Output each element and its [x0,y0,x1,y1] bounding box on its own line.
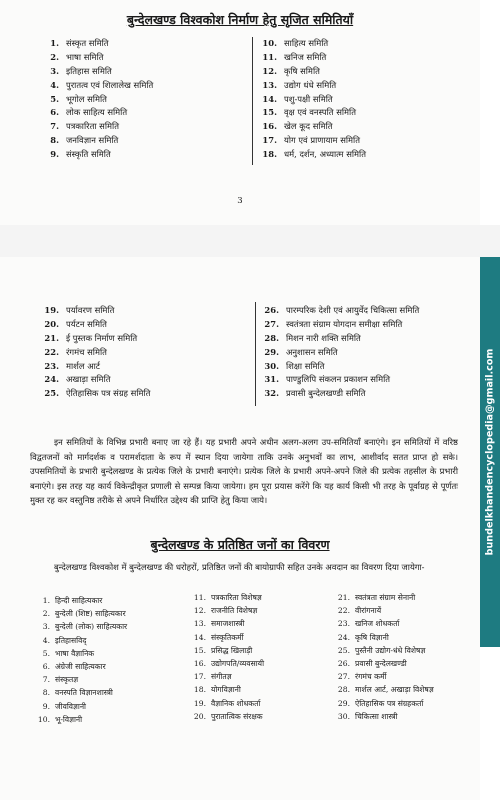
list-item [262,318,419,332]
item-number: 3. [50,65,59,76]
item-number: 10. [37,714,50,724]
list-item [42,106,153,120]
item-number: 20. [193,711,206,721]
item-number: 14. [193,632,206,642]
list-item [36,634,127,647]
item-text: समाजशास्त्री [211,619,245,629]
list-item [42,318,150,332]
item-number: 6. [50,107,59,118]
column-divider [252,37,253,165]
list-item [260,65,366,79]
item-text: पारम्परिक देशी एवं आयुर्वेद चिकित्सा समिति [286,305,420,315]
item-number: 23. [337,619,350,629]
item-number: 15. [193,645,206,655]
item-number: 23. [44,360,59,371]
item-text: प्रसिद्ध खिलाड़ी [211,645,253,655]
item-number: 6. [42,661,50,671]
item-text: चिकित्सा शास्त्री [355,711,398,721]
item-number: 17. [193,672,206,682]
list-item [42,360,150,374]
list-item [192,631,264,644]
list-item [260,51,366,65]
item-text: साहित्य समिति [284,38,329,48]
item-text: स्वतंत्रता संग्राम योगदान समीक्षा समिति [286,318,403,329]
item-text: पर्यटन समिति [66,318,107,329]
item-text: पशु-पक्षी समिति [284,93,333,104]
item-text: बुन्देली (शिष्ट) साहित्यकार [55,609,126,619]
item-text: मार्शल आर्ट [66,360,100,371]
item-number: 16. [193,658,206,668]
item-number: 2. [50,51,59,62]
item-number: 15. [262,107,277,118]
contact-email: bundelkhandencyclopedia@gmail.com [484,348,496,556]
item-number: 17. [262,135,277,146]
item-text: संस्कृति समिति [66,149,111,160]
list-item [36,607,127,620]
list-item [42,79,153,93]
item-number: 5. [42,648,50,658]
item-text: भूगोल समिति [66,93,107,104]
item-number: 9. [42,701,50,711]
item-text: पत्रकारिता विशेषज्ञ [211,593,262,602]
item-number: 18. [193,685,206,695]
column-divider [255,302,256,406]
list-item [262,360,419,374]
intro-paragraph: बुन्देलखण्ड विश्वकोश में बुन्देलखण्ड की धरोहरों, प्रतिष्ठित जनों की बायोग्राफी सहित उनके अवदान का विवरण दिया जायेगा- [54,562,425,572]
list-item [260,120,366,134]
item-text: पुस्तैनी उद्योग-धंधे विशेषज्ञ [355,645,426,655]
item-text: वैज्ञानिक शोधकर्ता [211,698,261,708]
description-paragraph: इन समितियों के विभिन्न प्रभारी बनाए जा रहे हैं। यह प्रभारी अपने अधीन अलग-अलग उप-समितियाँ बनाएंगे। इन समितियों में वरिष्ठ विद्वतजनों को मार्गदर्शक व परामर्शदाता के रूप में स्थान दिया जायेगा ताकि उनके अनुभवों का लाभ, आशीर्वाद सतत प्राप्त हो सके। उपसमितियों के प्रभारी बुन्देलखण्ड के प्रत्येक जिले के प्रभारी बनाएंगे। प्रत्येक जिले के प्रभारी अपने-अपने जिले की प्रत्येक तहसील के प्रभारी बनाएंगे। इस तरह यह कार्य विकेन्द्रीकृत प्रणाली से सम्पन्न किया जायेगा। हम पूरा प्रयास करेंगे कि यह कार्य किसी भी तरह के पूर्वाग्रह से पूर्णतः मुक्त रह कर वस्तुनिष्ठ तरीके से अपने निर्धारित उद्देश्य की प्राप्ति हेतु किया जाये। [30,437,458,505]
list-item [42,373,150,387]
item-text: इतिहास समिति [66,65,112,76]
item-number: 21. [337,593,350,602]
item-number: 26. [264,305,279,315]
item-text: उद्योग धंधे समिति [284,79,337,90]
item-text: इतिहासविद् [55,635,87,645]
list-item [192,697,264,710]
item-text: पर्यावरण समिति [66,305,115,315]
list-item [36,673,127,686]
item-text: कृषि समिति [284,65,320,76]
list-item [336,670,434,683]
item-text: पुरातात्विक संरक्षक [211,711,263,721]
list-item [262,346,419,360]
list-item [36,594,127,607]
item-number: 4. [42,635,50,645]
document-page-1 [0,0,480,225]
item-number: 22. [44,346,59,357]
item-text: पुरातत्व एवं शिलालेख समिति [66,79,154,90]
item-text: बुन्देली (लोक) साहित्यकार [55,622,128,632]
item-number: 30. [264,360,279,371]
item-number: 3. [42,622,50,632]
item-text: खनिज समिति [284,51,327,62]
item-text: लोक साहित्य समिति [66,107,128,118]
committee-list-right [262,304,419,401]
list-item [42,120,153,134]
item-number: 19. [193,698,206,708]
item-text: शिक्षा समिति [286,360,325,371]
item-number: 29. [264,346,279,357]
item-text: ऐतिहासिक पत्र संग्रह समिति [66,388,151,399]
list-item [36,686,127,699]
item-number: 25. [44,388,59,399]
item-text: वीरांगनायें [355,606,382,616]
item-number: 26. [337,658,350,668]
item-number: 25. [337,645,350,655]
item-text: भाषा समिति [66,51,104,62]
item-text: प्रवासी बुन्देलखण्डी समिति [286,388,366,399]
item-text: योग एवं प्राणायाम समिति [284,135,360,146]
item-number: 22. [337,606,350,616]
list-item [192,683,264,696]
item-number: 13. [193,619,206,629]
list-item [336,697,434,710]
item-text: ऐतिहासिक पत्र संग्रहकर्ता [355,698,424,708]
item-text: अनुशासन समिति [286,346,338,357]
item-number: 30. [337,711,350,721]
list-item [260,79,366,93]
item-text: संगीतज्ञ [211,672,232,682]
item-number: 8. [42,688,50,698]
item-text: पाण्डुलिपि संकलन प्रकाशन समिति [286,374,391,385]
list-item [192,710,264,723]
persons-list-col-3 [336,591,434,723]
item-number: 11. [193,593,206,602]
list-item [192,591,264,604]
list-item [42,346,150,360]
list-item [336,591,434,604]
item-text: स्वतंत्रता संग्राम सेनानी [355,593,416,602]
list-item [36,713,127,726]
item-text: संस्कृत समिति [66,38,109,48]
item-text: भू-विज्ञानी [55,714,83,724]
page-title: बुन्देलखण्ड विश्वकोश निर्माण हेतु सृजित समितियाँ [126,12,354,27]
list-item [336,657,434,670]
list-item [260,106,366,120]
list-item [192,604,264,617]
list-item [42,387,150,401]
item-number: 11. [262,51,277,62]
item-text: वनस्पति विज्ञानशास्त्री [55,688,113,698]
item-number: 10. [262,38,277,48]
list-item [260,37,366,51]
list-item [260,93,366,107]
item-text: राजनीति विशेषज्ञ [211,606,258,616]
item-number: 12. [262,65,277,76]
list-item [42,37,153,51]
item-text: जीवविज्ञानी [55,701,87,711]
persons-list-col-1 [36,594,127,726]
page-number: 3 [237,196,243,206]
item-number: 5. [50,93,59,104]
item-number: 21. [44,332,59,343]
item-text: अखाड़ा समिति [66,374,111,385]
item-number: 14. [262,93,277,104]
list-item [336,631,434,644]
item-number: 4. [50,79,59,90]
item-number: 12. [193,606,206,616]
item-text: ई पुस्तक निर्माण समिति [66,332,138,343]
item-text: कृषि विज्ञानी [355,632,389,642]
item-number: 2. [42,609,50,619]
list-item [336,683,434,696]
list-item [260,148,366,162]
committee-list-left [42,304,150,401]
item-number: 16. [262,121,277,132]
item-text: रंगमंच समिति [66,346,107,357]
contact-email-sidebar [480,257,500,647]
list-item [36,660,127,673]
item-number: 31. [264,374,279,385]
list-item [36,620,127,633]
item-number: 27. [264,318,279,329]
committee-list-left [42,37,153,162]
item-text: खेल कूद समिति [284,121,333,132]
item-number: 32. [264,388,279,399]
item-number: 19. [44,305,59,315]
item-text: रंगमंच कर्मी [355,672,387,682]
list-item [336,604,434,617]
list-item [36,700,127,713]
list-item [42,93,153,107]
list-item [42,51,153,65]
item-number: 8. [50,135,59,146]
item-text: वृक्ष एवं वनस्पति समिति [284,107,356,118]
list-item [262,304,419,318]
item-text: पत्रकारिता समिति [66,121,119,132]
persons-list-col-2 [192,591,264,723]
section-title: बुन्देलखण्ड के प्रतिष्ठित जनों का विवरण [150,537,330,552]
list-item [42,304,150,318]
item-number: 24. [337,632,350,642]
list-item [42,134,153,148]
item-text: हिन्दी साहित्यकार [55,596,103,605]
list-item [336,617,434,630]
item-number: 18. [262,149,277,160]
document-page-2 [0,257,480,800]
list-item [336,710,434,723]
list-item [192,617,264,630]
item-text: भाषा वैज्ञानिक [55,648,95,658]
item-number: 7. [42,675,50,685]
item-number: 1. [42,596,50,605]
item-text: संस्कृतज्ञ [55,675,79,685]
item-number: 27. [337,672,350,682]
item-text: मिशन नारी शक्ति समिति [286,332,361,343]
item-text: अंग्रेजी साहित्यकार [55,661,106,671]
item-text: जनविज्ञान समिति [66,135,119,146]
item-number: 7. [50,121,59,132]
list-item [262,387,419,401]
committee-list-right [260,37,366,162]
list-item [262,373,419,387]
item-text: प्रवासी बुन्देलखण्डी [355,658,407,668]
item-text: खनिज शोधकर्ता [355,619,400,629]
item-number: 24. [44,374,59,385]
list-item [36,647,127,660]
item-text: धर्म, दर्शन, अध्यात्म समिति [284,149,366,160]
item-text: योगविज्ञानी [211,685,241,695]
list-item [42,65,153,79]
list-item [192,657,264,670]
item-number: 9. [50,149,59,160]
list-item [42,148,153,162]
list-item [262,332,419,346]
item-number: 20. [44,318,59,329]
list-item [192,670,264,683]
item-text: मार्शल आर्ट, अखाड़ा विशेषज्ञ [355,685,434,695]
list-item [336,644,434,657]
page-gap [0,225,500,257]
item-number: 1. [50,38,59,48]
list-item [192,644,264,657]
item-text: उद्योगपति/व्यवसायी [211,658,265,668]
list-item [260,134,366,148]
item-text: संस्कृतिकर्मी [211,632,244,642]
item-number: 29. [337,698,350,708]
item-number: 28. [337,685,350,695]
item-number: 28. [264,332,279,343]
list-item [42,332,150,346]
item-number: 13. [262,79,277,90]
